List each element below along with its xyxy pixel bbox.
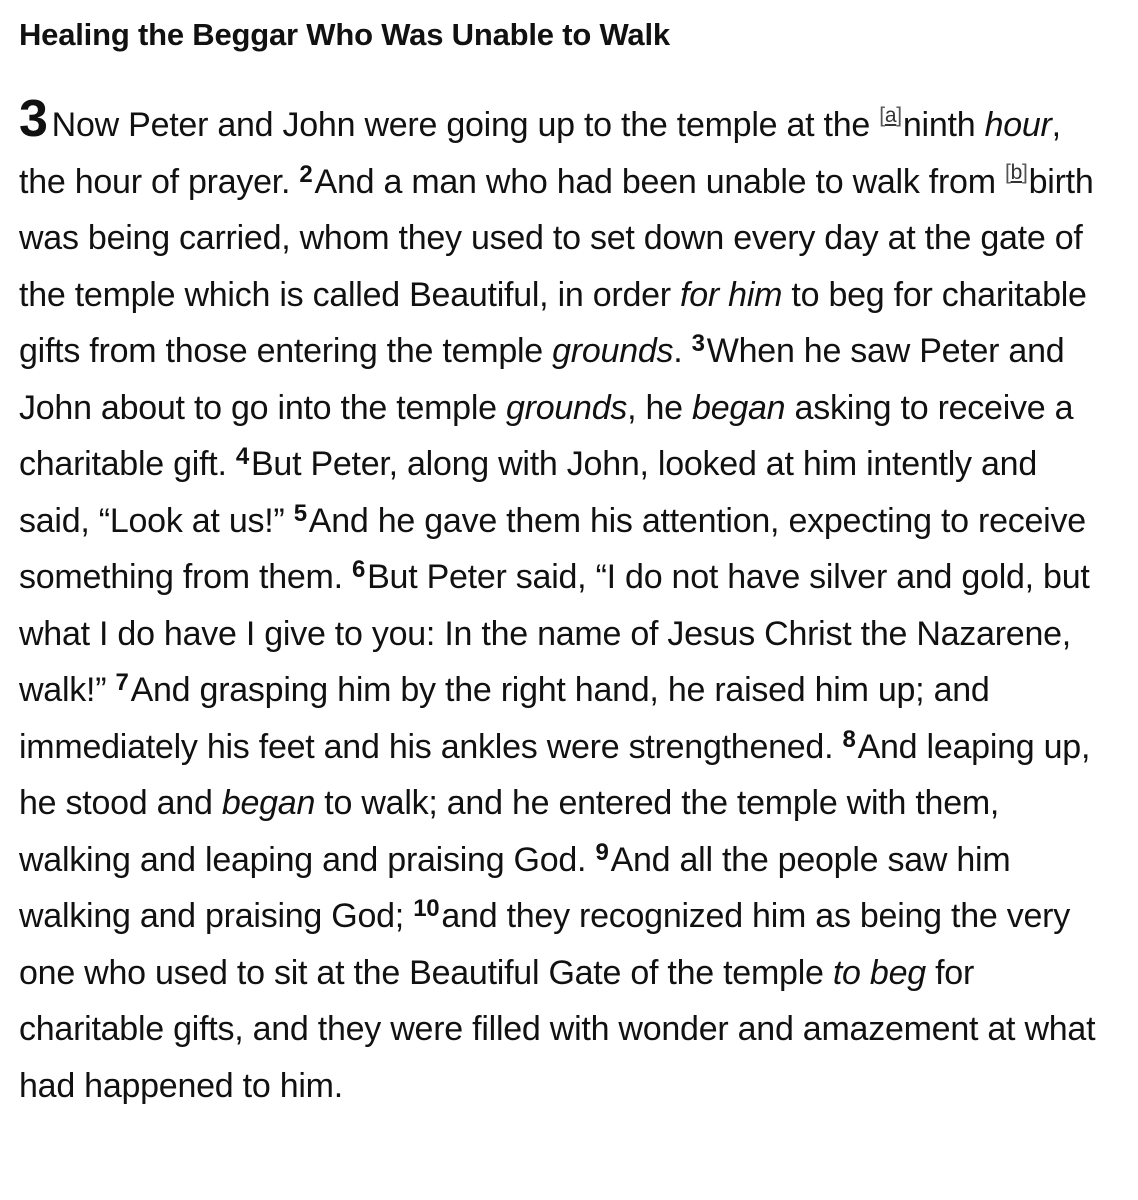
verse-number[interactable]: 8 xyxy=(842,725,856,753)
passage-heading: Healing the Beggar Who Was Unable to Walk xyxy=(19,17,670,52)
footnote-marker-b[interactable]: [b] xyxy=(1004,160,1028,184)
verse-1: Now Peter and John were going up to the temple at the [a]ninth hour, the hour of prayer. xyxy=(19,104,1061,201)
verse-number[interactable]: 9 xyxy=(595,838,609,866)
verse-number[interactable]: 4 xyxy=(235,443,249,470)
verse-number[interactable]: 5 xyxy=(293,499,307,527)
chapter-number[interactable]: 3 xyxy=(19,90,48,148)
passage-text xyxy=(19,90,1109,1114)
verse-8: $^8$And leaping up, he stood and began to walk; and he entered the temple with them, walking and leaping and praising God. xyxy=(19,725,1091,879)
verse-number[interactable]: 2 xyxy=(299,160,313,188)
verse-5: $^5$And he gave them his attention, expecting to receive something from them. xyxy=(19,499,1086,596)
verse-7: $^7$And grasping him by the right hand, he raised him up; and immediately his feet and his ankles were strengthened. xyxy=(19,669,990,766)
footnote-marker-a[interactable]: [a] xyxy=(879,104,902,127)
verse-6: $^6$But Peter said, “I do not have silver and gold, but what I do have I give to you: In the name of Jesus Christ the Nazarene, walk!” xyxy=(19,556,1090,709)
verse-number[interactable]: 10 xyxy=(413,895,440,922)
verse-2: $^2$And a man who had been unable to walk from [b]birth was being carried, whom they used to set down every day at the gate of the temple which is called Beautiful, in order for him to beg for charitable gifts from those entering the temple grounds. xyxy=(19,160,1094,370)
verse-10: $^{10}$and they recognized him as being the very one who used to sit at the Beautiful Gate of the temple to beg for charitable gifts, and they were filled with wonder and amazement at what had happened to him. xyxy=(19,895,1096,1105)
verse-9: $^9$And all the people saw him walking and praising God; xyxy=(19,838,1011,935)
verse-number[interactable]: 6 xyxy=(352,556,366,583)
verse-3: $^3$When he saw Peter and John about to go into the temple grounds, he began asking to receive a charitable gift. xyxy=(19,330,1074,483)
verse-number[interactable]: 7 xyxy=(115,669,129,696)
verse-number[interactable]: 3 xyxy=(691,330,705,357)
verse-4: $^4$But Peter, along with John, looked at him intently and said, “Look at us!” xyxy=(19,443,1037,540)
scripture-passage xyxy=(19,14,1109,1114)
